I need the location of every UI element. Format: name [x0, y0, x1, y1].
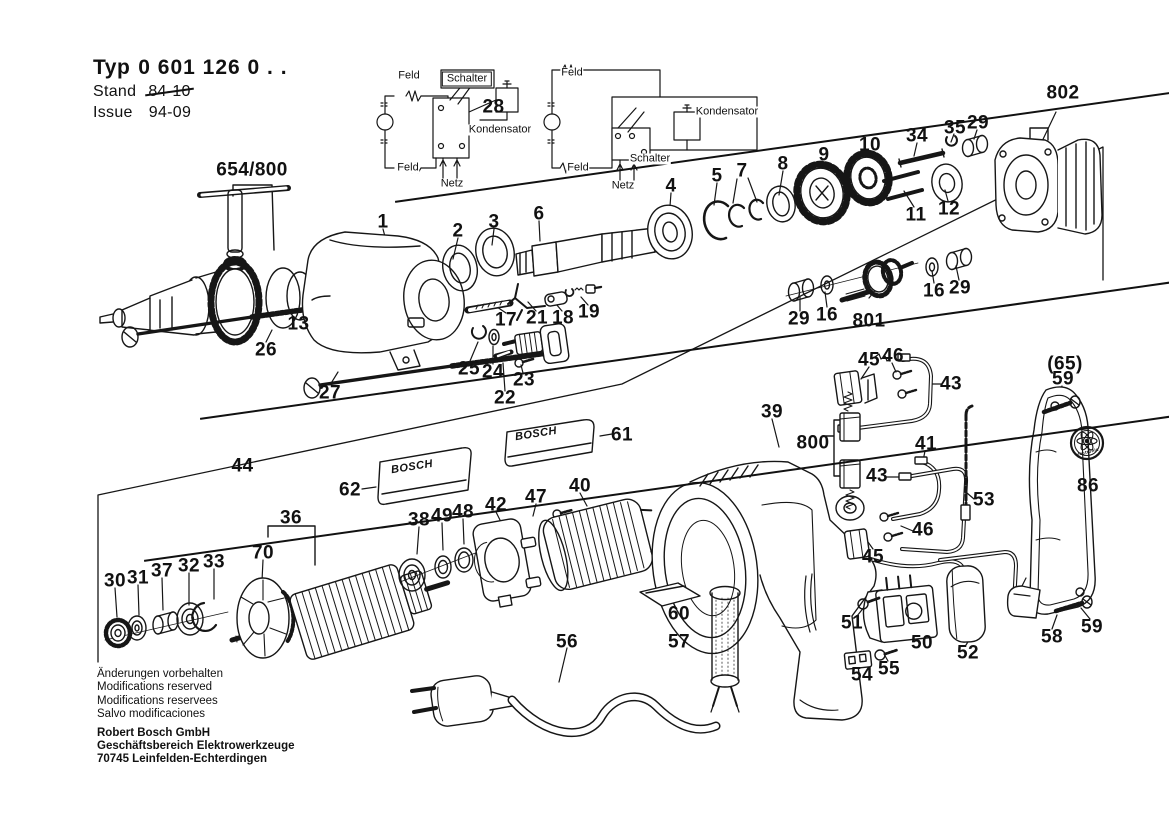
issue-value: 94-09 [148, 104, 192, 121]
part-label-25: 25 [458, 358, 480, 380]
part-label-56: 56 [556, 631, 578, 653]
part-label-13: 13 [288, 315, 1169, 334]
type-number: 0 601 126 0 . . [138, 56, 288, 79]
part-label-2: 2 [452, 220, 464, 242]
schematic-label-schalter: Schalter [442, 72, 492, 87]
part-label-43: 43 [866, 465, 888, 487]
part-label-29: 29 [967, 112, 989, 134]
armature-drawing [105, 550, 458, 661]
part-label-801: 801 [852, 310, 886, 332]
part-label-51: 51 [841, 612, 863, 634]
part-label-9: 9 [818, 144, 830, 166]
part-label-40: 40 [569, 475, 591, 497]
circuit-diagram-1 [377, 70, 518, 182]
part-label-28: 28 [483, 98, 1169, 117]
gear-train-drawing [792, 136, 988, 227]
part-label-58: 58 [1041, 626, 1063, 648]
circuit-diagram-2 [544, 65, 757, 185]
part-label-3: 3 [488, 211, 500, 233]
part-label-55: 55 [878, 658, 900, 680]
company-line: Robert Bosch GmbH [97, 726, 211, 739]
part-label-38: 38 [408, 509, 430, 531]
part-label-47: 47 [525, 486, 547, 508]
part-label-4: 4 [665, 175, 677, 197]
part-label-65: (65) [1047, 353, 1083, 375]
bosch-logo-62: BOSCH [390, 457, 434, 477]
part-label-16: 16 [923, 280, 945, 302]
part-label-5: 5 [711, 165, 723, 187]
part-label-59: 59 [1052, 368, 1074, 390]
part-label-800: 800 [796, 432, 830, 454]
part-label-52: 52 [957, 642, 979, 664]
part-label-35: 35 [944, 117, 966, 139]
type-header [93, 56, 288, 122]
schematic-label-feld: Feld [397, 161, 419, 174]
part-label-10: 10 [859, 134, 881, 156]
bosch-logo-61: BOSCH [514, 424, 558, 444]
schematic-label-netz: Netz [440, 177, 464, 190]
part-label-62: 62 [339, 479, 361, 501]
intermediate-shaft-drawing [786, 249, 972, 302]
clutch-housing-drawing [995, 128, 1102, 234]
part-label-23: 23 [513, 369, 535, 391]
part-label-27: 27 [319, 382, 341, 404]
part-label-41: 41 [915, 433, 937, 455]
part-label-57: 57 [668, 631, 690, 653]
part-label-21: 21 [526, 307, 548, 329]
part-label-43: 43 [940, 373, 962, 395]
part-label-32: 32 [178, 555, 200, 577]
electronic-badge-text: electronic [1074, 446, 1100, 458]
part-label-44: 44 [232, 457, 1169, 476]
power-cord-drawing [412, 674, 716, 733]
stand-label: Stand [93, 83, 137, 100]
chuck-drawing [100, 262, 313, 342]
part-label-7: 7 [736, 160, 748, 182]
part-label-19: 19 [578, 301, 600, 323]
part-label-39: 39 [761, 401, 783, 423]
footer-line: Modifications reserved [97, 681, 213, 694]
schematic-label-netz: Netz [611, 179, 635, 192]
part-label-45: 45 [862, 546, 884, 568]
part-label-54: 54 [851, 664, 873, 686]
type-label: Typ [93, 56, 131, 79]
part-label-42: 42 [485, 494, 507, 516]
part-label-45: 45 [858, 349, 880, 371]
part-label-36: 36 [280, 507, 302, 529]
issue-label: Issue [93, 104, 133, 121]
stand-line [93, 83, 288, 101]
schematic-label-kondensator: Kondensator [468, 123, 532, 136]
company-address [97, 727, 295, 767]
footer-line: Modifications reservees [97, 694, 218, 707]
part-label-12: 12 [938, 198, 960, 220]
schematic-label-feld: Feld [567, 161, 589, 174]
issue-line [93, 104, 288, 122]
footer-line: Änderungen vorbehalten [97, 668, 223, 680]
part-label-6: 6 [533, 203, 545, 225]
footer-line: Salvo modificaciones [97, 708, 206, 721]
part-label-60: 60 [668, 603, 690, 625]
chuck-key-drawing [200, 188, 288, 284]
screw-27-drawing [304, 350, 554, 398]
capacitor-drawing [946, 565, 986, 643]
stand-value: 84-10 [148, 83, 191, 100]
field-coil-drawing [533, 494, 665, 594]
part-label-59: 59 [1081, 616, 1103, 638]
part-label-53: 53 [973, 489, 995, 511]
modification-notes [97, 668, 295, 722]
part-label-18: 18 [552, 307, 574, 329]
type-line [93, 56, 288, 80]
part-label-50: 50 [911, 632, 933, 654]
legal-footer [97, 668, 295, 767]
handle-cover-drawing [1008, 387, 1096, 618]
schematic-label-schalter: Schalter [629, 152, 671, 165]
part-label-11: 11 [905, 204, 927, 226]
part-label-16: 16 [816, 304, 838, 326]
part-label-29: 29 [788, 308, 810, 330]
part-label-17: 17 [495, 309, 517, 331]
part-label-24: 24 [482, 361, 504, 383]
part-label-61: 61 [611, 424, 633, 446]
part-label-49: 49 [431, 505, 453, 527]
part-label-46: 46 [882, 345, 904, 367]
gear-housing-drawing [302, 232, 469, 370]
part-label-34: 34 [906, 125, 928, 147]
part-label-26: 26 [255, 339, 277, 361]
part-label-70: 70 [252, 542, 274, 564]
part-label-46: 46 [912, 519, 934, 541]
schematic-label-kondensator: Kondensator [695, 105, 759, 118]
part-label-29: 29 [949, 277, 971, 299]
part-label-30: 30 [104, 570, 126, 592]
part-label-22: 22 [494, 387, 516, 409]
part-label-33: 33 [203, 551, 225, 573]
part-label-8: 8 [777, 153, 789, 175]
schematic-label-feld: Feld [398, 69, 420, 82]
part-label-654800: 654/800 [216, 159, 288, 181]
part-label-37: 37 [151, 560, 173, 582]
part-label-86: 86 [1077, 475, 1099, 497]
part-label-802: 802 [1046, 82, 1080, 104]
part-label-48: 48 [452, 501, 474, 523]
part-label-31: 31 [127, 567, 149, 589]
part-label-1: 1 [377, 211, 389, 233]
company-line: 70745 Leinfelden-Echterdingen [97, 753, 267, 766]
company-line: Geschäftsbereich Elektrowerkzeuge [97, 740, 295, 753]
schematic-label-feld: Feld [561, 66, 583, 79]
